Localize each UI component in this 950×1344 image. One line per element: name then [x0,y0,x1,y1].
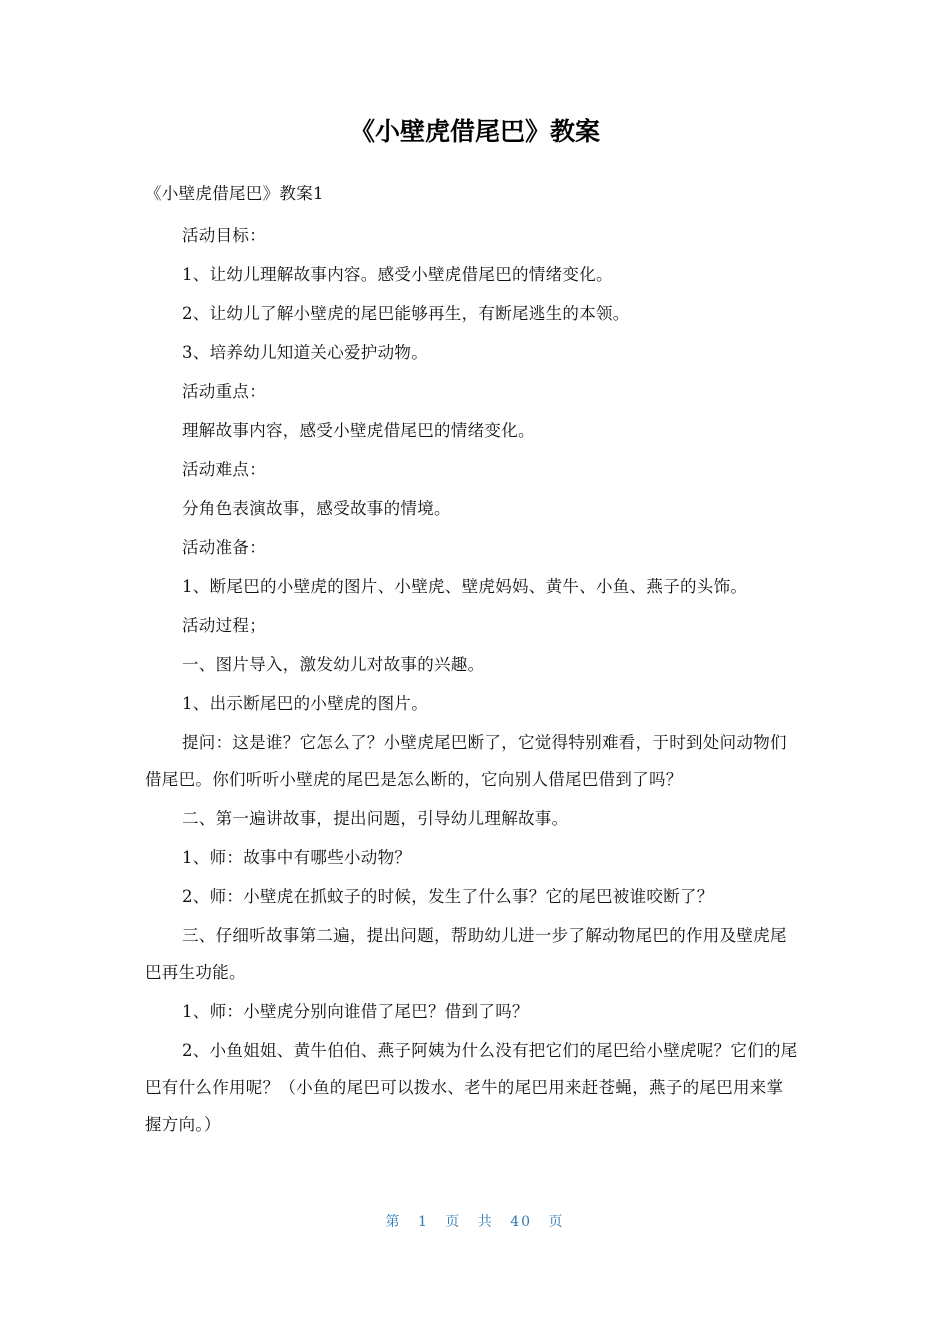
paragraph: 1、师：故事中有哪些小动物？ [182,848,412,867]
paragraph: 2、师：小壁虎在抓蚊子的时候，发生了什么事？它的尾巴被谁咬断了？ [182,887,714,906]
paragraph: 2、小鱼姐姐、黄牛伯伯、燕子阿姨为什么没有把它们的尾巴给小壁虎呢？它们的尾巴有什么作用呢？（小鱼的尾巴可以拨水、老牛的尾巴用来赶苍蝇，燕子的尾巴用来掌握方向。） [145,1041,798,1134]
paragraph: 3、培养幼儿知道关心爱护动物。 [182,343,428,362]
paragraph: 2、让幼儿了解小壁虎的尾巴能够再生，有断尾逃生的本领。 [182,304,630,323]
paragraph: 1、让幼儿理解故事内容。感受小壁虎借尾巴的情绪变化。 [182,265,613,284]
paragraph: 1、出示断尾巴的小壁虎的图片。 [182,694,428,713]
document-title: 《小壁虎借尾巴》教案 [349,117,600,146]
paragraph: 活动重点： [182,382,266,401]
paragraph: 三、仔细听故事第二遍，提出问题，帮助幼儿进一步了解动物尾巴的作用及壁虎尾巴再生功能。 [145,926,787,982]
paragraph: 分角色表演故事，感受故事的情境。 [182,499,451,518]
paragraph: 活动过程； [182,616,266,635]
section-heading: 《小壁虎借尾巴》教案1 [145,184,324,203]
paragraph: 1、断尾巴的小壁虎的图片、小壁虎、壁虎妈妈、黄牛、小鱼、燕子的头饰。 [182,577,748,596]
paragraph: 提问：这是谁？它怎么了？小壁虎尾巴断了，它觉得特别难看，于时到处问动物们借尾巴。你们听听小壁虎的尾巴是怎么断的，它向别人借尾巴借到了吗？ [145,733,787,789]
paragraph: 理解故事内容，感受小壁虎借尾巴的情绪变化。 [182,421,535,440]
paragraph: 一、图片导入，激发幼儿对故事的兴趣。 [182,655,485,674]
document-body [145,175,800,1145]
paragraph: 活动目标： [182,226,266,245]
paragraph: 活动准备： [182,538,266,557]
paragraph: 二、第一遍讲故事，提出问题，引导幼儿理解故事。 [182,809,569,828]
page-number-footer: 第 1 页 共 40 页 [385,1214,565,1230]
paragraph: 1、师：小壁虎分别向谁借了尾巴？借到了吗？ [182,1002,529,1021]
paragraph: 活动难点： [182,460,266,479]
